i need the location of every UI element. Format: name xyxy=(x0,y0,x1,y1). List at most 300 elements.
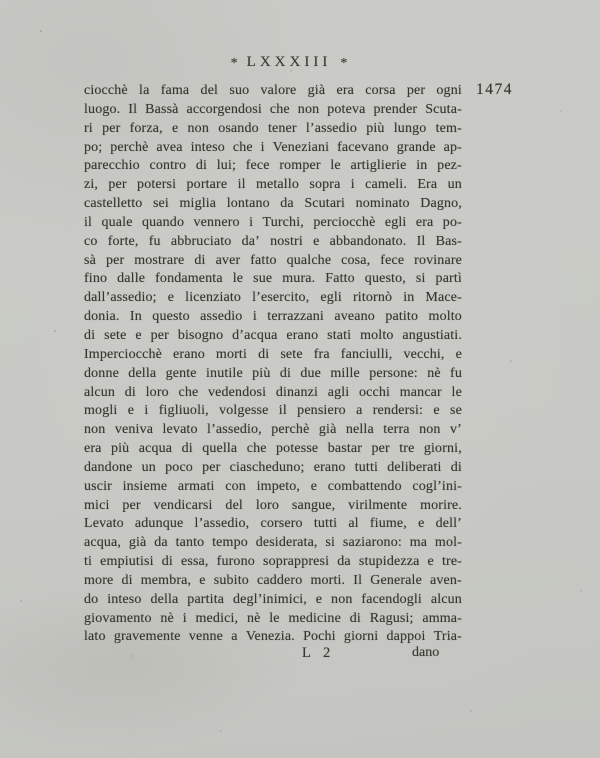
word: e xyxy=(167,290,175,306)
text-line xyxy=(84,384,462,403)
word: di xyxy=(121,572,133,588)
text-line xyxy=(84,120,462,139)
text-line xyxy=(84,101,462,120)
word: uscir xyxy=(84,478,112,494)
word: Levato xyxy=(84,516,124,532)
catchword: dano xyxy=(412,645,440,660)
text-line xyxy=(84,308,462,327)
word: i xyxy=(249,214,254,230)
text-line xyxy=(84,534,462,553)
word: fanciulli, xyxy=(340,346,393,362)
word: ciascheduno; xyxy=(229,459,305,475)
word: giorni xyxy=(343,629,379,645)
word: per xyxy=(371,441,390,457)
word: nostri xyxy=(270,233,303,249)
word: tutti xyxy=(313,516,338,532)
word: fatto xyxy=(250,252,277,268)
word: dappoi xyxy=(386,629,426,645)
word: amma- xyxy=(422,610,462,626)
word: Fatto xyxy=(325,271,355,287)
word: occhi xyxy=(359,384,391,400)
word: per xyxy=(406,83,426,98)
word: per xyxy=(102,120,121,136)
word: Veneziani xyxy=(272,139,330,155)
word: di xyxy=(349,610,361,626)
word: Mace- xyxy=(425,290,462,306)
word: mille xyxy=(330,365,360,381)
word: po; xyxy=(84,139,103,155)
word: giorni, xyxy=(423,441,462,457)
word: subito xyxy=(213,572,249,588)
running-head xyxy=(100,54,478,71)
text-line xyxy=(84,610,462,629)
word: era xyxy=(415,214,434,230)
word: era xyxy=(336,83,355,98)
word: già xyxy=(128,535,147,551)
word: morti. xyxy=(310,572,346,588)
word: luogo. xyxy=(84,101,121,117)
word: l’esercito, xyxy=(252,290,310,306)
word: parecchio xyxy=(84,158,140,174)
word: dandone xyxy=(84,459,133,475)
paper-specks xyxy=(40,30,42,32)
word: vedendosi xyxy=(208,384,267,400)
word: veniva xyxy=(114,422,154,438)
word: rendersi: xyxy=(372,403,424,419)
word: sete xyxy=(104,327,127,343)
word: dall’assedio; xyxy=(84,290,157,306)
word: v’ xyxy=(449,422,462,438)
word: fece xyxy=(380,252,405,268)
word: aveano xyxy=(334,309,375,325)
word: rovinare xyxy=(414,252,462,268)
word: di xyxy=(279,365,292,381)
word: non xyxy=(187,120,209,136)
word: lontano xyxy=(226,196,270,212)
text-line xyxy=(84,421,462,440)
word: vecchi, xyxy=(403,346,445,362)
word: mostrare xyxy=(134,252,185,268)
word: lato xyxy=(84,629,106,645)
text-line xyxy=(84,478,462,497)
word: dinanzi xyxy=(275,384,319,400)
word: in xyxy=(403,290,415,306)
word: virilmente xyxy=(348,497,408,513)
word: mogli xyxy=(84,403,118,419)
word: corsa xyxy=(365,83,396,98)
word: di xyxy=(84,327,96,343)
word: accorgendosi xyxy=(186,101,262,117)
word: inteso xyxy=(107,591,142,607)
word: nè xyxy=(160,610,174,626)
word: le xyxy=(269,610,280,626)
word: più xyxy=(110,441,130,457)
word: fiume, xyxy=(369,516,407,532)
word: nella xyxy=(345,422,374,438)
word: bisogno xyxy=(177,327,224,343)
word: medici, xyxy=(195,610,239,626)
word: lungo xyxy=(393,120,427,136)
word: agli xyxy=(327,384,350,400)
word: di xyxy=(450,459,462,475)
word: il xyxy=(237,177,246,193)
word: fra xyxy=(313,346,330,362)
page-number-roman: LXXXIII xyxy=(246,54,332,70)
word: morti xyxy=(215,346,248,362)
word: di xyxy=(124,384,136,400)
word: loro xyxy=(145,384,169,400)
text-line xyxy=(84,82,462,101)
word: quella xyxy=(202,441,238,457)
word: avea xyxy=(156,139,183,155)
word: che xyxy=(269,101,290,117)
word: abbruciato xyxy=(170,233,232,249)
word: persone: xyxy=(369,365,418,381)
text-line xyxy=(84,289,462,308)
word: tutti xyxy=(354,459,379,475)
word: valore xyxy=(260,83,297,98)
word: combattendo xyxy=(327,478,402,494)
word: terrazzani xyxy=(267,309,324,325)
word: Pochi xyxy=(303,629,336,645)
word: e xyxy=(171,120,179,136)
text-line xyxy=(84,252,462,271)
word: già xyxy=(318,422,337,438)
word: tener xyxy=(267,120,297,136)
word: le xyxy=(330,158,341,174)
word: sopra xyxy=(309,177,341,193)
word: licenziato xyxy=(185,290,242,306)
word: inutile xyxy=(206,365,243,381)
word: lui; xyxy=(216,158,237,174)
word: per xyxy=(108,177,127,193)
word: Era xyxy=(417,177,438,193)
word: che xyxy=(246,441,267,457)
word: tre- xyxy=(441,554,462,570)
word: portare xyxy=(186,177,228,193)
word: metallo xyxy=(255,177,300,193)
word: cameli. xyxy=(365,177,408,193)
word: che xyxy=(232,139,253,155)
word: assedio xyxy=(200,309,243,325)
word: more xyxy=(84,572,114,588)
word: po- xyxy=(442,214,462,230)
word: impeto, xyxy=(256,478,301,494)
word: co xyxy=(84,233,98,249)
word: Generale xyxy=(370,572,422,588)
word: più xyxy=(252,365,271,381)
word: sei xyxy=(152,196,169,212)
word: desiderata, xyxy=(255,535,318,551)
word: a xyxy=(356,403,363,419)
body-text xyxy=(84,82,462,647)
word: sete xyxy=(280,346,303,362)
word: aven- xyxy=(430,572,462,588)
word: fu xyxy=(148,233,161,249)
word: dell’ xyxy=(435,516,462,532)
word: deliberati xyxy=(387,459,442,475)
word: molto xyxy=(428,309,462,325)
word: egli xyxy=(384,214,407,230)
word: gente xyxy=(165,365,197,381)
word: giovamento xyxy=(84,610,152,626)
word: sue xyxy=(253,271,273,287)
word: Ragusi; xyxy=(369,610,414,626)
word: un xyxy=(447,177,462,193)
word: si xyxy=(325,535,336,551)
text-line xyxy=(84,270,462,289)
word: i xyxy=(182,610,187,626)
word: al xyxy=(348,516,359,532)
word: Imperciocchè xyxy=(84,346,162,362)
margin-year: 1474 xyxy=(476,81,513,98)
word: Il xyxy=(416,233,426,249)
word: fino xyxy=(84,271,108,287)
word: pensiero xyxy=(297,403,346,419)
word: di xyxy=(181,441,193,457)
text-line xyxy=(84,402,462,421)
word: Bas- xyxy=(435,233,462,249)
word: fu xyxy=(450,365,462,381)
word: abbandonato. xyxy=(329,233,407,249)
word: e xyxy=(455,346,462,362)
word: forte, xyxy=(107,233,139,249)
word: d’acqua xyxy=(232,327,278,343)
word: fece xyxy=(245,158,270,174)
word: molto xyxy=(360,327,394,343)
word: armati xyxy=(177,478,215,494)
word: per xyxy=(202,459,221,475)
word: fama xyxy=(160,83,190,98)
word: con xyxy=(225,478,246,494)
word: acqua xyxy=(138,441,173,457)
word: e xyxy=(427,554,434,570)
word: stupidezza xyxy=(358,554,420,570)
word: della xyxy=(150,591,179,607)
word: angustiati. xyxy=(402,327,462,343)
word: e xyxy=(199,572,206,588)
word: tanto xyxy=(175,535,205,551)
word: erano xyxy=(173,346,205,362)
word: da xyxy=(337,554,351,570)
word: cogl’ini- xyxy=(412,478,462,494)
word: venne xyxy=(188,629,224,645)
word: perchè xyxy=(271,422,310,438)
word: levato xyxy=(162,422,198,438)
word: osando xyxy=(218,120,259,136)
word: il xyxy=(84,214,93,230)
word: mol- xyxy=(434,535,462,551)
word: nominato xyxy=(355,196,410,212)
word: facendogli xyxy=(361,591,422,607)
word: ap- xyxy=(443,139,462,155)
word: mura. xyxy=(282,271,316,287)
text-line xyxy=(84,628,462,647)
text-line xyxy=(84,572,462,591)
word: Il xyxy=(353,572,363,588)
text-line xyxy=(84,195,462,214)
word: pez- xyxy=(437,158,462,174)
word: prender xyxy=(373,101,418,117)
word: Scuta- xyxy=(425,101,462,117)
word: in xyxy=(416,158,428,174)
word: aver xyxy=(215,252,241,268)
word: erano xyxy=(313,459,346,475)
word: acqua, xyxy=(84,535,122,551)
word: contro xyxy=(149,158,187,174)
text-line xyxy=(84,139,462,158)
word: stati xyxy=(327,327,352,343)
word: dalle xyxy=(117,271,146,287)
word: la xyxy=(139,83,150,98)
word: romper xyxy=(279,158,321,174)
word: l’assedio, xyxy=(194,516,250,532)
word: di xyxy=(161,554,173,570)
word: do xyxy=(84,591,99,607)
word: per xyxy=(150,327,169,343)
word: le xyxy=(451,384,462,400)
word: miglia xyxy=(179,196,217,212)
word: ri xyxy=(84,120,93,136)
word: il xyxy=(278,403,287,419)
word: nè xyxy=(246,610,261,626)
word: potesse xyxy=(276,441,319,457)
word: artiglierie xyxy=(350,158,407,174)
word: figliuoli, xyxy=(158,403,209,419)
word: medicine xyxy=(288,610,341,626)
word: forza, xyxy=(129,120,163,136)
asterisk-ornament-right: * xyxy=(340,56,348,71)
signature-mark: L 2 xyxy=(302,645,331,661)
word: potersi xyxy=(137,177,177,193)
word: bastar xyxy=(327,441,363,457)
word: patito xyxy=(385,309,419,325)
word: per xyxy=(105,252,125,268)
word: Venezia. xyxy=(245,629,295,645)
word: degl’inimici, xyxy=(233,591,307,607)
word: terra xyxy=(383,422,410,438)
text-line xyxy=(84,157,462,176)
word: e xyxy=(315,591,323,607)
word: un xyxy=(141,459,156,475)
word: facevano xyxy=(337,139,389,155)
word: e xyxy=(135,327,142,343)
word: ciocchè xyxy=(84,83,128,98)
word: non xyxy=(84,422,106,438)
word: se xyxy=(450,403,462,419)
word: questo, xyxy=(364,271,406,287)
word: perciocchè xyxy=(313,214,376,230)
word: più xyxy=(366,120,385,136)
word: grande xyxy=(396,139,436,155)
word: zi, xyxy=(84,177,99,193)
word: per xyxy=(122,497,141,513)
text-line xyxy=(84,346,462,365)
word: sangue, xyxy=(291,497,336,513)
word: i xyxy=(252,309,257,325)
word: tre xyxy=(399,441,415,457)
word: erano xyxy=(286,327,319,343)
word: vennero xyxy=(193,214,240,230)
word: tempo xyxy=(212,535,248,551)
word: ti xyxy=(84,554,93,570)
word: Il xyxy=(128,101,138,117)
word: perchè xyxy=(110,139,149,155)
word: gravemente xyxy=(113,629,181,645)
word: In xyxy=(129,309,142,325)
word: ogni xyxy=(436,83,462,98)
word: di xyxy=(195,158,208,174)
word: era xyxy=(84,441,102,457)
word: e xyxy=(127,403,135,419)
word: non xyxy=(419,422,441,438)
word: non xyxy=(331,591,353,607)
word: questo xyxy=(152,309,190,325)
word: i xyxy=(260,139,265,155)
word: e xyxy=(313,233,320,249)
text-line xyxy=(84,515,462,534)
word: già xyxy=(307,83,326,98)
word: donne xyxy=(84,365,119,381)
word: donia. xyxy=(84,309,120,325)
word: i xyxy=(144,403,149,419)
word: e xyxy=(310,478,318,494)
word: poco xyxy=(165,459,193,475)
word: Scutari xyxy=(304,196,346,212)
word: mici xyxy=(84,497,110,513)
word: da xyxy=(154,535,168,551)
word: del xyxy=(200,83,219,98)
text-line xyxy=(84,459,462,478)
word: essa, xyxy=(181,554,209,570)
word: nè xyxy=(427,365,441,381)
text-line xyxy=(84,365,462,384)
text-line xyxy=(84,440,462,459)
word: adunque xyxy=(134,516,184,532)
word: ritornò xyxy=(353,290,393,306)
word: Turchi, xyxy=(262,214,304,230)
word: a xyxy=(231,629,238,645)
word: l’assedio xyxy=(305,120,358,136)
word: soprappresi xyxy=(262,554,330,570)
word: del xyxy=(225,497,243,513)
word: alcun xyxy=(430,591,462,607)
text-line xyxy=(84,497,462,516)
text-line xyxy=(84,214,462,233)
word: mancar xyxy=(399,384,442,400)
word: Tria- xyxy=(433,629,462,645)
word: alcun xyxy=(84,384,116,400)
word: e xyxy=(418,516,425,532)
word: quando xyxy=(141,214,185,230)
word: da xyxy=(280,196,294,212)
word: furono xyxy=(216,554,255,570)
word: che xyxy=(178,384,199,400)
word: loro xyxy=(255,497,279,513)
word: insieme xyxy=(122,478,168,494)
word: volgesse xyxy=(219,403,269,419)
word: da’ xyxy=(241,233,260,249)
word: di xyxy=(258,346,270,362)
word: suo xyxy=(229,83,250,98)
word: Bassà xyxy=(145,101,179,117)
text-line xyxy=(84,327,462,346)
text-line xyxy=(84,591,462,610)
word: le xyxy=(232,271,244,287)
asterisk-ornament-left: * xyxy=(230,56,238,71)
text-line xyxy=(84,553,462,572)
word: si xyxy=(415,271,426,287)
